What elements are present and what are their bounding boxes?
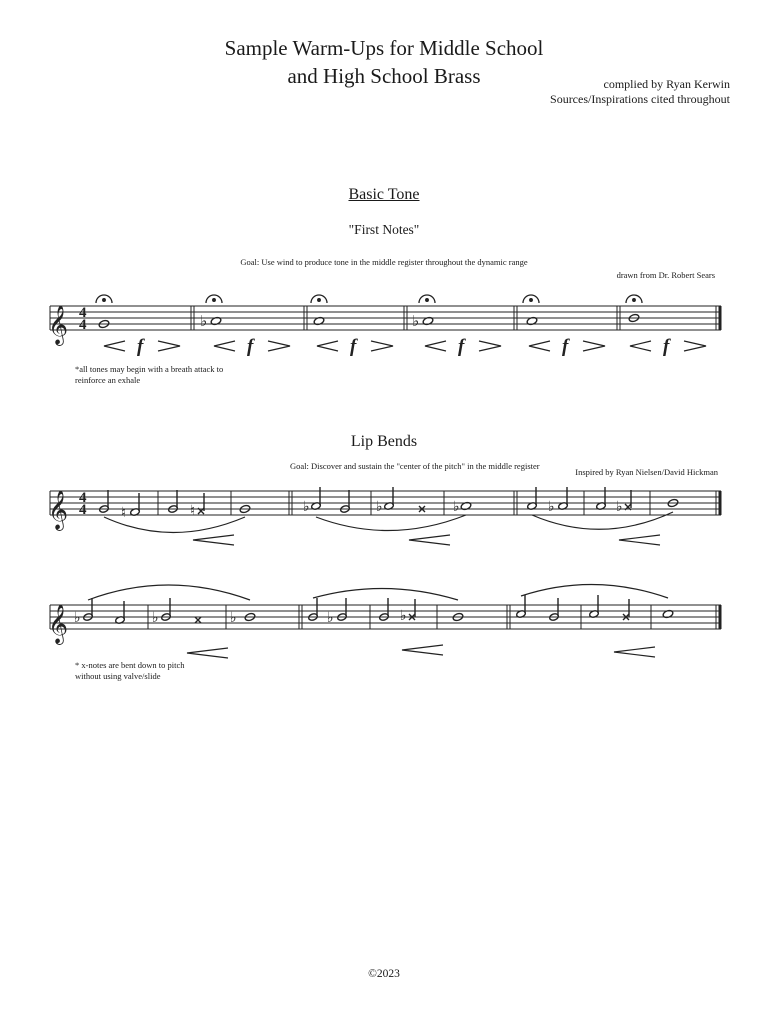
- dynamic-mark: f: [350, 336, 357, 357]
- source-credit-lip-bends: Inspired by Ryan Nielsen/David Hickman: [575, 467, 718, 477]
- svg-text:♭: ♭: [616, 499, 623, 515]
- credit-author: complied by Ryan Kerwin: [603, 77, 730, 91]
- time-signature: [79, 305, 87, 333]
- copyright-footer: ©2023: [368, 968, 400, 980]
- title-line-1: Sample Warm-Ups for Middle School: [224, 36, 544, 60]
- credit-sources: Sources/Inspirations cited throughout: [550, 92, 730, 106]
- svg-text:♭: ♭: [376, 499, 383, 515]
- svg-text:♭: ♭: [74, 610, 81, 626]
- section-heading-lip-bends: Lip Bends: [350, 433, 418, 450]
- svg-text:♭: ♭: [412, 312, 420, 330]
- svg-text:4: 4: [79, 305, 87, 321]
- svg-text:♮: ♮: [121, 505, 127, 521]
- treble-clef-icon: 𝄞: [48, 305, 69, 345]
- title-line-2: and High School Brass: [287, 64, 481, 88]
- section-heading-basic-tone: Basic Tone: [348, 186, 420, 203]
- svg-text:♭: ♭: [327, 610, 334, 626]
- basic-tone-notes: [98, 313, 640, 328]
- flat-accidentals: [200, 312, 419, 330]
- source-credit-basic-tone: drawn from Dr. Robert Sears: [616, 270, 715, 280]
- dynamic-mark: f: [458, 336, 465, 357]
- svg-text:♭: ♭: [453, 499, 460, 515]
- treble-clef-icon: 𝄞: [48, 490, 69, 530]
- staff-lip-bends-2: [50, 605, 721, 629]
- footnote-line: *all tones may begin with a breath attack to: [75, 364, 224, 374]
- footnote-line: reinforce an exhale: [75, 375, 141, 385]
- svg-text:4: 4: [79, 317, 87, 333]
- accidentals: [121, 499, 623, 521]
- lip-bend-notes-2: [83, 595, 674, 624]
- svg-text:♮: ♮: [190, 503, 196, 519]
- svg-text:4: 4: [79, 502, 87, 518]
- svg-text:♭: ♭: [200, 312, 208, 330]
- svg-text:♭: ♭: [152, 610, 159, 626]
- svg-text:♭: ♭: [400, 608, 407, 624]
- goal-text-basic-tone: Goal: Use wind to produce tone in the middle register throughout the dynamic range: [240, 257, 528, 267]
- goal-text-lip-bends: Goal: Discover and sustain the "center of the pitch" in the middle register: [290, 461, 540, 471]
- footnote-lip-bends: [75, 660, 185, 682]
- dynamic-mark: f: [562, 336, 569, 357]
- time-signature: [79, 490, 87, 518]
- footnote-line: without using valve/slide: [75, 671, 161, 681]
- dynamic-mark: f: [663, 336, 670, 357]
- svg-text:4: 4: [79, 490, 87, 506]
- svg-text:♭: ♭: [230, 610, 237, 626]
- footnote-line: * x-notes are bent down to pitch: [75, 660, 185, 670]
- treble-clef-icon: 𝄞: [48, 604, 69, 644]
- dynamic-hairpins: [104, 341, 706, 351]
- dynamic-mark: f: [247, 336, 254, 357]
- staff-basic-tone: [50, 306, 721, 330]
- footnote-basic-tone: [75, 364, 223, 386]
- svg-text:♭: ♭: [303, 499, 310, 515]
- dynamic-mark: f: [137, 336, 144, 357]
- exercise-subtitle: "First Notes": [348, 222, 420, 237]
- fermata-icons: [96, 295, 642, 303]
- svg-text:♭: ♭: [548, 499, 555, 515]
